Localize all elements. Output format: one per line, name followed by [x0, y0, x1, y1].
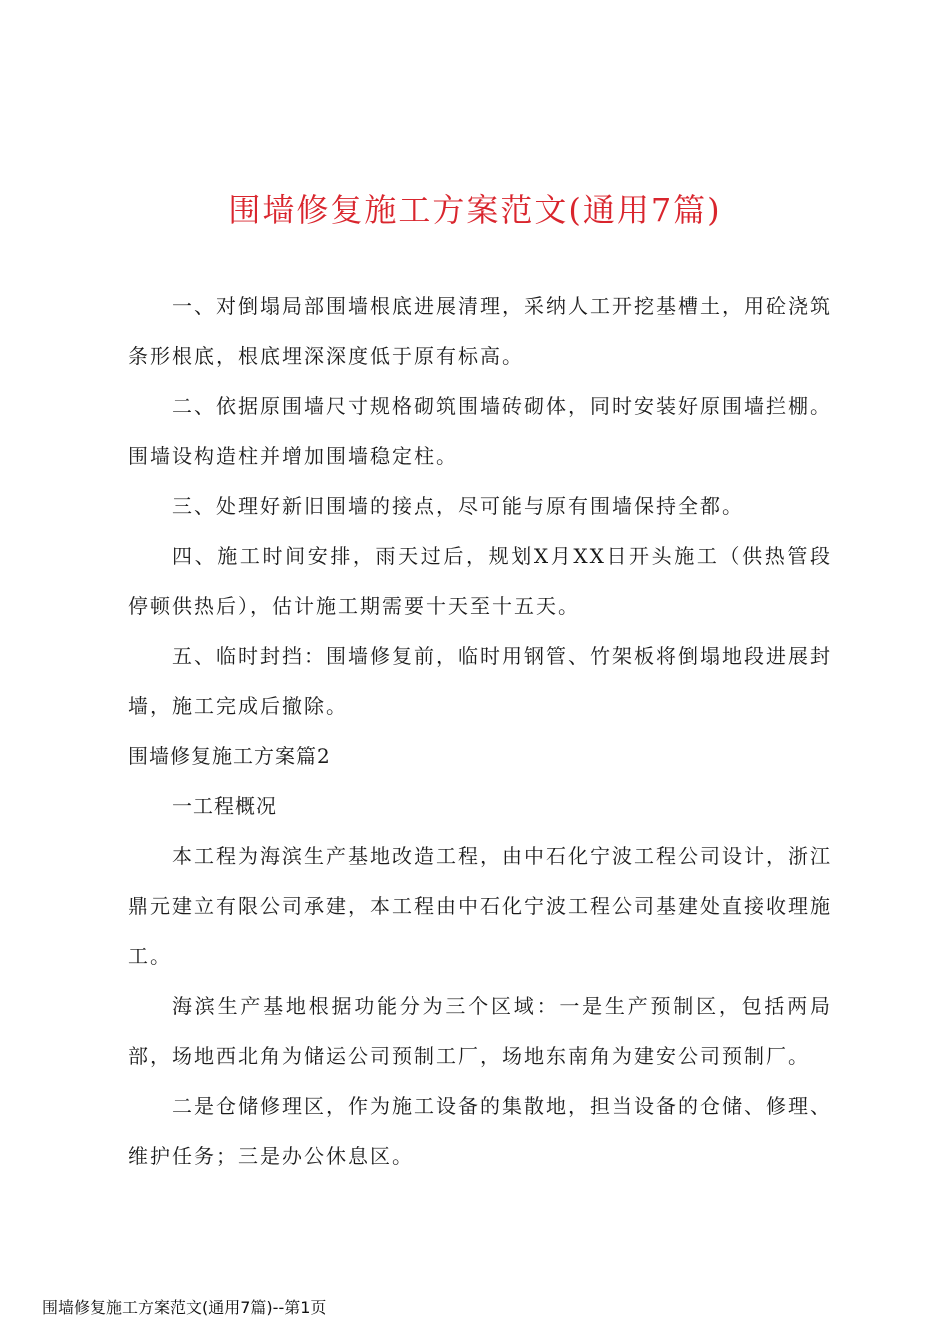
- paragraph: 四、施工时间安排，雨天过后，规划X月XX日开头施工（供热管段停顿供热后），估计施工期需要十天至十五天。: [128, 544, 832, 618]
- paragraph: 一、对倒塌局部围墙根底进展清理，采纳人工开挖基槽土，用砼浇筑条形根底，根底埋深深度低于原有标高。: [128, 294, 832, 368]
- paragraph: 本工程为海滨生产基地改造工程，由中石化宁波工程公司设计，浙江鼎元建立有限公司承建，本工程由中石化宁波工程公司基建处直接收理施工。: [128, 844, 832, 968]
- page-footer: 围墙修复施工方案范文(通用7篇)--第1页: [42, 1298, 327, 1317]
- section-subheading: 一工程概况: [172, 794, 277, 818]
- document-body: [128, 281, 832, 1181]
- section-heading: 围墙修复施工方案篇2: [128, 744, 331, 768]
- paragraph: 三、处理好新旧围墙的接点，尽可能与原有围墙保持全都。: [172, 494, 744, 518]
- paragraph: 二是仓储修理区，作为施工设备的集散地，担当设备的仓储、修理、维护任务；三是办公休息区。: [128, 1094, 832, 1168]
- paragraph: 海滨生产基地根据功能分为三个区域：一是生产预制区，包括两局部，场地西北角为储运公司预制工厂，场地东南角为建安公司预制厂。: [128, 994, 832, 1068]
- document-title: 围墙修复施工方案范文(通用7篇): [228, 191, 722, 229]
- paragraph: 二、依据原围墙尺寸规格砌筑围墙砖砌体，同时安装好原围墙拦棚。围墙设构造柱并增加围墙稳定柱。: [128, 394, 832, 468]
- paragraph: 五、临时封挡：围墙修复前，临时用钢管、竹架板将倒塌地段进展封墙，施工完成后撤除。: [128, 644, 832, 718]
